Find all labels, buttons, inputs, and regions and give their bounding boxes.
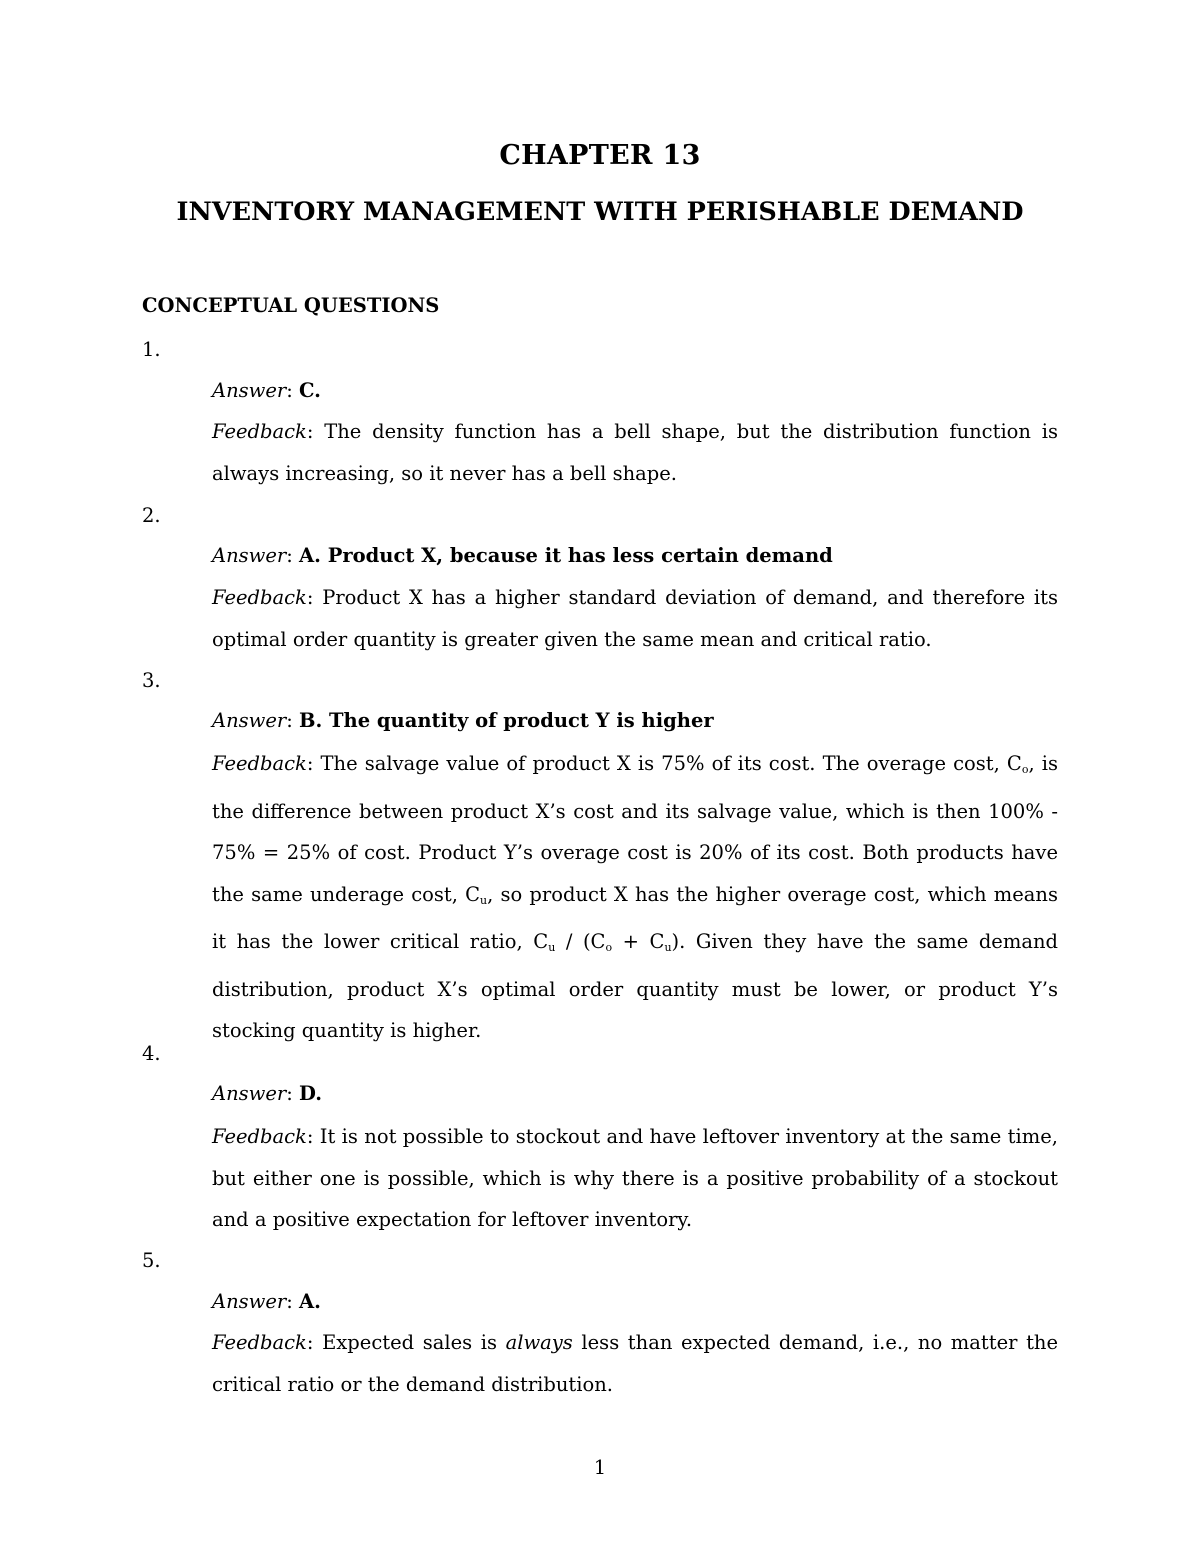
feedback-text: Feedback: Product X has a higher standard deviation of demand, and therefore its optimal order quantity is greater given the same mean and critical ratio. [212,586,1058,651]
answer-line: Answer: A. Product X, because it has less certain demand [212,544,833,567]
feedback-body: It is not possible to stockout and have leftover inventory at the same time, but either one is possible, which is why there is a positive probability of a stockout and a positive expectation for leftover inventory. [212,1125,1058,1231]
feedback-text: Feedback: Expected sales is always less than expected demand, i.e., no matter the critical ratio or the demand distribution. [212,1331,1059,1396]
answer-text: B. The quantity of product Y is higher [298,709,714,732]
feedback-text: Feedback: The salvage value of product X is 75% of its cost. The overage cost, $C_o$, is the difference between product X’s cost and its salvage value, which is then 100% - 75% = 25% of cost. Product Y’s overage cost is 20% of its cost. Both products have the same underage cost, $C_u$, so product X has the higher overage cost, which means it has the lower critical ratio, $C_u / (C_o + C_u)$. Given they have the same demand distribution, product X’s optimal order quantity must be lower, or product Y’s stocking quantity is higher. [212,752,1059,1042]
answer-label: Answer [212,379,287,402]
question-number: 2. [142,504,161,527]
feedback-label: Feedback [212,586,307,609]
answer-label: Answer [212,544,287,567]
feedback-label: Feedback [212,752,307,775]
feedback-body: The density function has a bell shape, but the distribution function is always increasing, so it never has a bell shape. [212,420,1058,485]
answer-line: Answer: C. [212,379,321,402]
question-number: 3. [142,669,161,692]
answer-label: Answer [212,1082,287,1105]
answer-label: Answer [212,1290,287,1313]
feedback-body: Product X has a higher standard deviation of demand, and therefore its optimal order quantity is greater given the same mean and critical ratio. [212,586,1058,651]
answer-line: Answer: A. [212,1290,321,1313]
feedback-label: Feedback [212,1125,307,1148]
section-heading: CONCEPTUAL QUESTIONS [142,294,440,317]
question-number: 1. [142,338,161,361]
answer-text: A. Product X, because it has less certain demand [298,544,833,567]
answer-text: A. [298,1290,321,1313]
answer-label: Answer [212,709,287,732]
answer-line: Answer: D. [212,1082,322,1105]
chapter-title: INVENTORY MANAGEMENT WITH PERISHABLE DEMAND [176,197,1024,227]
answer-line: Answer: B. The quantity of product Y is higher [212,709,714,732]
answer-text: C. [298,379,321,402]
answer-text: D. [298,1082,322,1105]
feedback-label: Feedback [212,420,307,443]
question-number: 5. [142,1249,161,1272]
feedback-text: Feedback: It is not possible to stockout and have leftover inventory at the same time, but either one is possible, which is why there is a positive probability of a stockout and a positive expectation for leftover inventory. [212,1125,1058,1231]
page-number: 1 [593,1456,607,1479]
feedback-label: Feedback [212,1331,307,1354]
chapter-heading: CHAPTER 13 [499,140,701,171]
feedback-text: Feedback: The density function has a bell shape, but the distribution function is always increasing, so it never has a bell shape. [212,420,1058,485]
question-number: 4. [142,1042,161,1065]
